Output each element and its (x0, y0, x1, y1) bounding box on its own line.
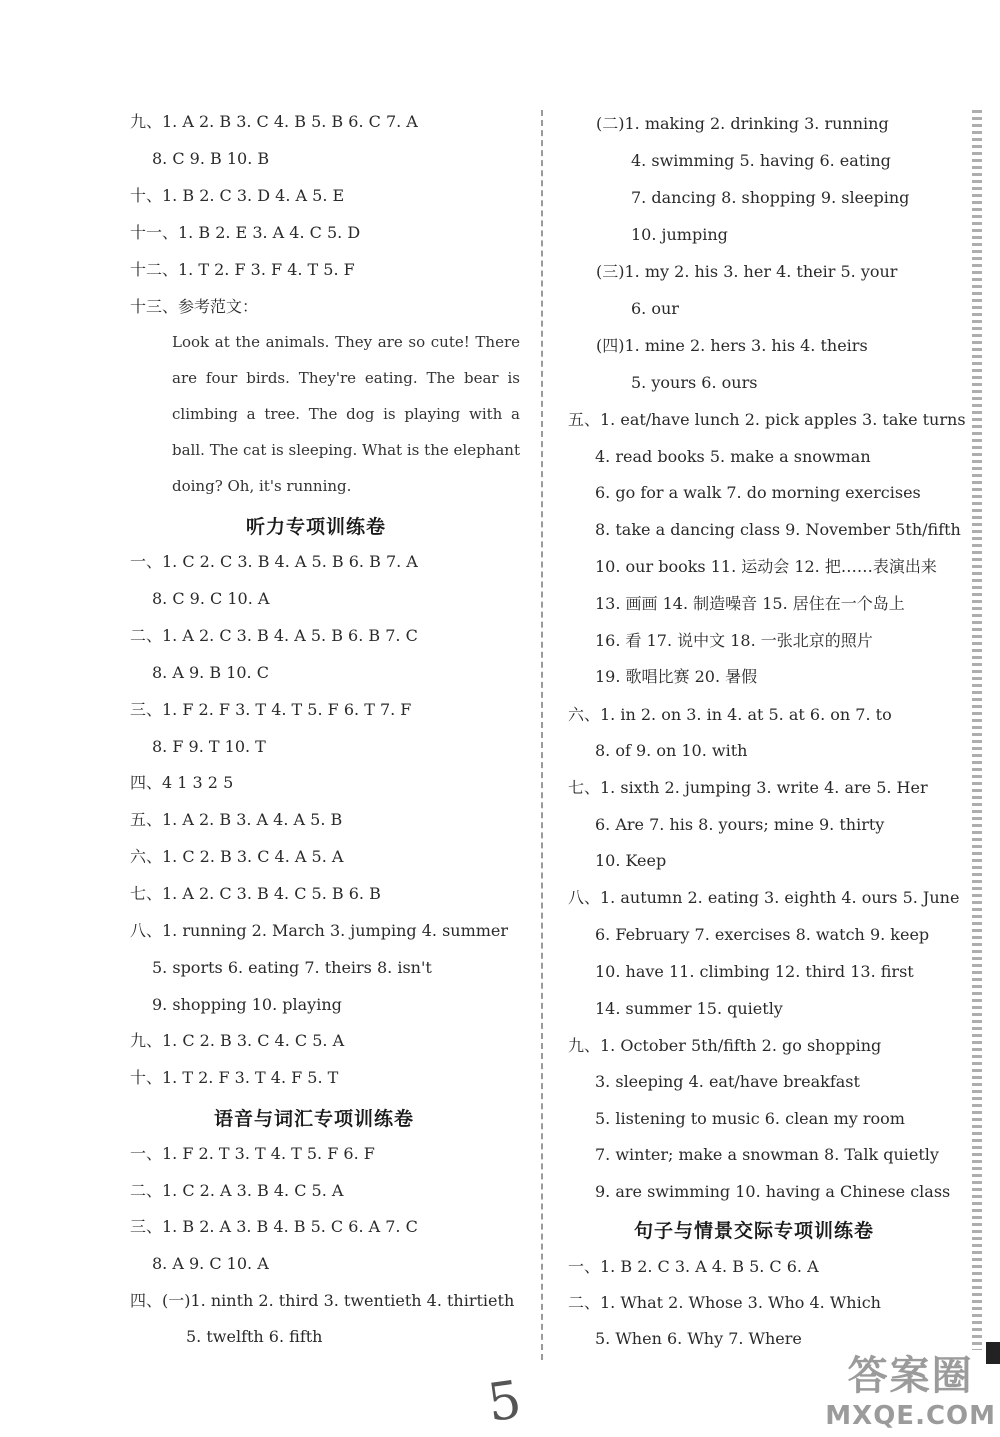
left-answer-line: 十二、1. T 2. F 3. F 4. T 5. F (130, 260, 355, 279)
listening-answer-line: 十、1. T 2. F 3. T 4. F 5. T (130, 1068, 339, 1087)
sample-essay: Look at the animals. They are so cute! There are four birds. They're eating. The bear is climbing a tree. The dog is playing with a ball. The cat is sleeping. What is the elephant doing? Oh, it's running. (172, 333, 520, 495)
right-answer-line: 6. our (631, 299, 679, 318)
sentence-answer-line: 一、1. B 2. C 3. A 4. B 5. C 6. A (568, 1257, 819, 1276)
right-answer-line: 10. our books 11. 运动会 12. 把……表演出来 (595, 557, 937, 576)
right-answer-line: 五、1. eat/have lunch 2. pick apples 3. take turns (568, 410, 966, 429)
vocab-answer-line: 5. twelfth 6. fifth (186, 1327, 323, 1346)
column-divider (541, 110, 543, 1360)
right-answer-line: 10. Keep (595, 851, 667, 870)
listening-answer-line: 9. shopping 10. playing (152, 995, 342, 1014)
right-answer-line: (三)1. my 2. his 3. her 4. their 5. your (596, 262, 898, 281)
listening-answer-line: 八、1. running 2. March 3. jumping 4. summer (130, 921, 509, 940)
listening-answer-line: 六、1. C 2. B 3. C 4. A 5. A (130, 847, 344, 866)
right-answer-line: 10. jumping (631, 225, 728, 244)
left-answer-line: 十、1. B 2. C 3. D 4. A 5. E (130, 186, 345, 205)
watermark-logo (825, 1344, 996, 1431)
right-answer-line: 3. sleeping 4. eat/have breakfast (595, 1072, 860, 1091)
sentence-answer-line: 二、1. What 2. Whose 3. Who 4. Which (568, 1293, 881, 1312)
left-answer-line: 十一、1. B 2. E 3. A 4. C 5. D (130, 223, 361, 242)
right-answer-line: 7. winter; make a snowman 8. Talk quietly (595, 1145, 939, 1164)
title-vocabulary: 语音与词汇专项训练卷 (214, 1108, 415, 1130)
binding-edge (972, 110, 982, 1350)
right-answer-line: 七、1. sixth 2. jumping 3. write 4. are 5. Her (568, 778, 928, 797)
vocab-answer-line: 一、1. F 2. T 3. T 4. T 5. F 6. F (130, 1144, 375, 1163)
listening-answer-line: 一、1. C 2. C 3. B 4. A 5. B 6. B 7. A (130, 552, 418, 571)
right-answer-line: 6. go for a walk 7. do morning exercises (595, 483, 921, 502)
right-answer-line: 4. read books 5. make a snowman (595, 447, 871, 466)
listening-answer-line: 四、4 1 3 2 5 (130, 773, 234, 792)
left-answer-line: 8. C 9. B 10. B (152, 149, 270, 168)
listening-answer-line: 九、1. C 2. B 3. C 4. C 5. A (130, 1031, 345, 1050)
right-answer-line: 5. yours 6. ours (631, 373, 758, 392)
right-answer-line: 六、1. in 2. on 3. in 4. at 5. at 6. on 7. to (568, 705, 892, 724)
right-answer-line: 8. of 9. on 10. with (595, 741, 748, 760)
right-answer-line: 9. are swimming 10. having a Chinese class (595, 1182, 951, 1201)
left-answer-line: 十三、参考范文： (130, 297, 259, 316)
vocab-answer-line: 8. A 9. C 10. A (152, 1254, 269, 1273)
right-answer-line: 8. take a dancing class 9. November 5th/fifth (595, 520, 961, 539)
right-answer-line: 13. 画画 14. 制造噪音 15. 居住在一个岛上 (595, 594, 905, 613)
vocab-answer-line: 四、(一)1. ninth 2. third 3. twentieth 4. thirtieth (130, 1291, 515, 1310)
listening-answer-line: 8. C 9. C 10. A (152, 589, 270, 608)
right-answer-line: 7. dancing 8. shopping 9. sleeping (631, 188, 910, 207)
listening-answer-line: 8. F 9. T 10. T (152, 737, 266, 756)
listening-answer-line: 二、1. A 2. C 3. B 4. A 5. B 6. B 7. C (130, 626, 418, 645)
listening-answer-line: 七、1. A 2. C 3. B 4. C 5. B 6. B (130, 884, 381, 903)
listening-answer-line: 三、1. F 2. F 3. T 4. T 5. F 6. T 7. F (130, 700, 412, 719)
right-answer-line: 14. summer 15. quietly (595, 999, 783, 1018)
right-answer-line: 九、1. October 5th/fifth 2. go shopping (568, 1036, 882, 1055)
right-answer-line: 19. 歌唱比赛 20. 暑假 (595, 667, 758, 686)
right-answer-line: 6. February 7. exercises 8. watch 9. keep (595, 925, 930, 944)
listening-answer-line: 五、1. A 2. B 3. A 4. A 5. B (130, 810, 343, 829)
title-listening: 听力专项训练卷 (246, 516, 387, 538)
vocab-answer-line: 二、1. C 2. A 3. B 4. C 5. A (130, 1181, 344, 1200)
vocab-answer-line: 三、1. B 2. A 3. B 4. B 5. C 6. A 7. C (130, 1217, 418, 1236)
right-answer-line: (四)1. mine 2. hers 3. his 4. theirs (596, 336, 868, 355)
right-answer-line: (二)1. making 2. drinking 3. running (596, 114, 889, 133)
watermark-bottom: MXQE.COM (825, 1401, 996, 1431)
listening-answer-line: 5. sports 6. eating 7. theirs 8. isn't (152, 958, 432, 977)
right-answer-line: 4. swimming 5. having 6. eating (631, 151, 891, 170)
watermark-top: 答案圈 (847, 1353, 974, 1399)
left-answer-line: 九、1. A 2. B 3. C 4. B 5. B 6. C 7. A (130, 112, 418, 131)
sentence-answer-line: 5. When 6. Why 7. Where (595, 1329, 802, 1348)
right-answer-line: 6. Are 7. his 8. yours; mine 9. thirty (595, 815, 885, 834)
right-answer-line: 5. listening to music 6. clean my room (595, 1109, 905, 1128)
right-answer-line: 10. have 11. climbing 12. third 13. first (595, 962, 914, 981)
page-number-mark: 5 (483, 1369, 526, 1435)
title-sentence: 句子与情景交际专项训练卷 (634, 1220, 875, 1242)
listening-answer-line: 8. A 9. B 10. C (152, 663, 269, 682)
right-answer-line: 八、1. autumn 2. eating 3. eighth 4. ours 5. June (568, 888, 960, 907)
right-answer-line: 16. 看 17. 说中文 18. 一张北京的照片 (595, 631, 873, 650)
